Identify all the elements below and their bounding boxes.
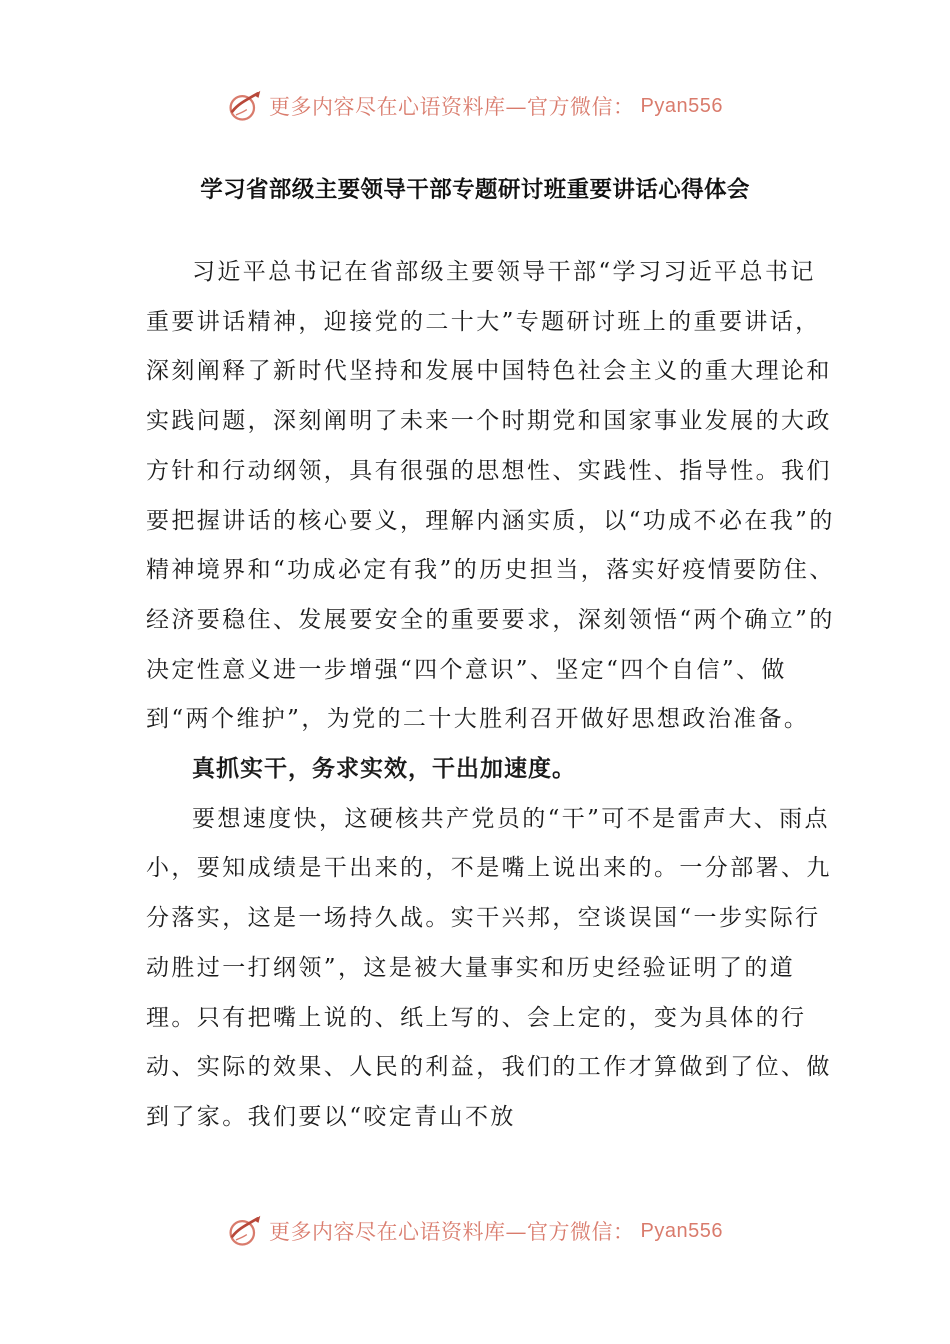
paragraph-section-body: 要想速度快，这硬核共产党员的“干”可不是雷声大、雨点小，要知成绩是干出来的，不是嘴上说出来的。一分部署、九分落实，这是一场持久战。实干兴邦，空谈误国“一步实际行动胜过一打纲领”，这是被大量事实和历史经验证明了的道理。只有把嘴上说的、纸上写的、会上定的，变为具体的行动、实际的效果、人民的利益，我们的工作才算做到了位、做到了家。我们要以“咬定青山不放 [146,805,832,1130]
footer-watermark-banner [0,1211,950,1251]
footer-watermark-text: 更多内容尽在心语资料库—官方微信： [269,1220,635,1244]
header-watermark-banner [0,86,950,126]
header-watermark-text: 更多内容尽在心语资料库—官方微信： [269,95,635,119]
pen-logo-icon [227,1213,263,1249]
paragraph-intro: 习近平总书记在省部级主要领导干部“学习习近平总书记重要讲话精神，迎接党的二十大”专题研讨班上的重要讲话，深刻阐释了新时代坚持和发展中国特色社会主义的重大理论和实践问题，深刻阐明了未来一个时期党和国家事业发展的大政方针和行动纲领，具有很强的思想性、实践性、指导性。我们要把握讲话的核心要义，理解内涵实质，以“功成不必在我”的精神境界和“功成必定有我”的历史担当，落实好疫情要防住、经济要稳住、发展要安全的重要要求，深刻领悟“两个确立”的决定性意义进一步增强“四个意识”、坚定“四个自信”、做到“两个维护”，为党的二十大胜利召开做好思想政治准备。 [146,259,835,733]
section-subheading: 真抓实干，务求实效，干出加速度。 [192,756,576,783]
header-wechat-id: Pyan556 [640,94,723,117]
pen-logo-icon [227,88,263,124]
document-title: 学习省部级主要领导干部专题研讨班重要讲话心得体会 [200,177,750,203]
footer-wechat-id: Pyan556 [640,1219,723,1242]
document-body [146,248,836,1143]
